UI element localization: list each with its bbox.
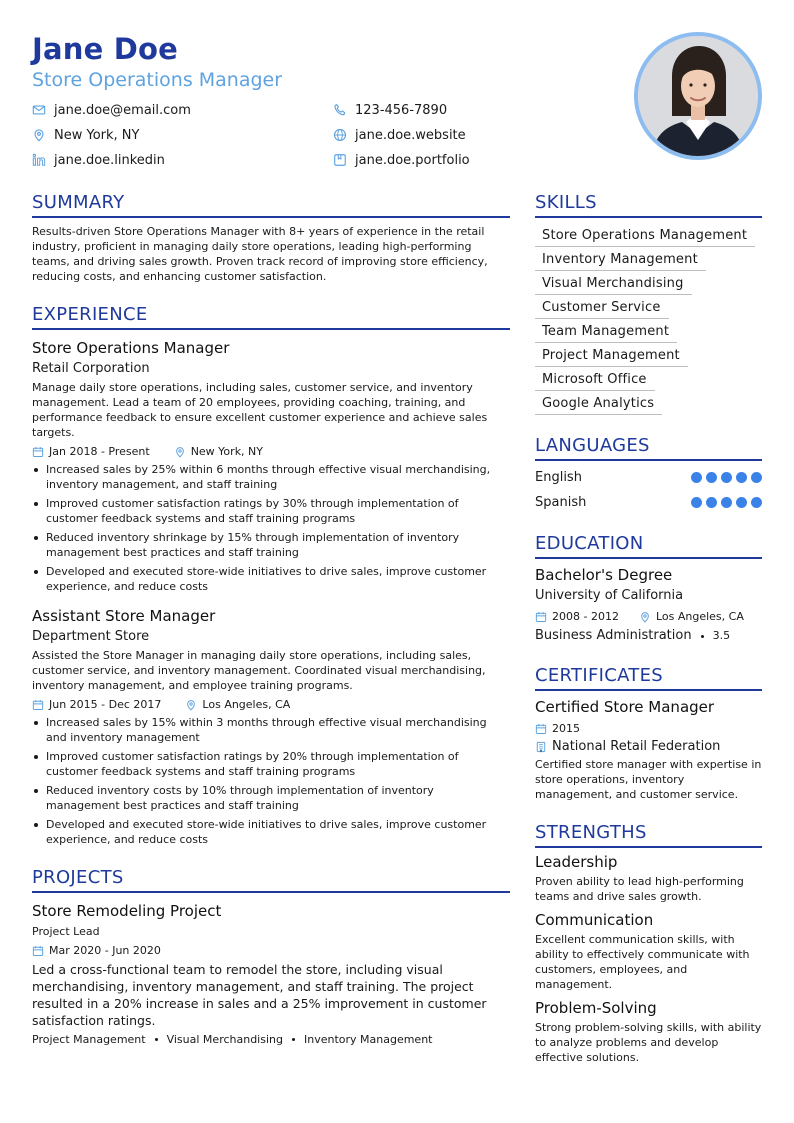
- list-item: Reduced inventory shrinkage by 15% through implementation of inventory management best practices and staff training: [32, 530, 510, 560]
- education-section: [535, 531, 762, 645]
- calendar-icon: [32, 945, 44, 957]
- contact-location: [32, 126, 139, 144]
- education-field-row: [535, 627, 762, 645]
- portfolio-text: jane.doe.portfolio: [355, 152, 470, 168]
- list-item: Developed and executed store-wide initiatives to drive sales, improve customer experience, and reduce costs: [32, 817, 510, 847]
- location-text: New York, NY: [54, 127, 140, 143]
- job-bullets: [32, 462, 510, 594]
- resume-role: Store Operations Manager: [32, 69, 283, 91]
- skill-item: Project Management: [535, 346, 688, 367]
- list-item: Increased sales by 15% within 3 months through effective visual merchandising and inventory management: [32, 715, 510, 745]
- language-level: [691, 497, 762, 508]
- project-tag: Project Management: [32, 1033, 146, 1046]
- list-item: Increased sales by 25% within 6 months through effective visual merchandising, inventory management, and staff training: [32, 462, 510, 492]
- skill-item: Google Analytics: [535, 394, 662, 415]
- building-icon: [535, 741, 547, 753]
- strength-text: Strong problem-solving skills, with ability to analyze problems and develop effective solutions.: [535, 1021, 762, 1064]
- job-company: Department Store: [32, 629, 150, 644]
- skill-item: Visual Merchandising: [535, 274, 692, 295]
- phone-text: 123-456-7890: [355, 102, 448, 118]
- project-tag: Inventory Management: [303, 1033, 433, 1046]
- skills-section: [535, 190, 762, 415]
- project-tags: [32, 1032, 510, 1047]
- education-dates: 2008 - 2012: [552, 610, 619, 623]
- level-dot: [721, 472, 732, 483]
- strength-title: Leadership: [535, 853, 618, 871]
- certificate-year-row: [535, 721, 762, 736]
- level-dot: [736, 497, 747, 508]
- calendar-icon: [535, 611, 547, 623]
- contact-email[interactable]: [32, 101, 191, 119]
- experience-section: [32, 302, 510, 847]
- school-name: University of California: [535, 588, 684, 603]
- level-dot: [751, 472, 762, 483]
- list-item: Developed and executed store-wide initiatives to drive sales, improve customer experience, and reduce costs: [32, 564, 510, 594]
- experience-heading: EXPERIENCE: [32, 302, 510, 330]
- field-of-study: Business Administration: [535, 628, 692, 643]
- list-item: Improved customer satisfaction ratings by 30% through implementation of customer feedback systems and staff training programs: [32, 496, 510, 526]
- job-location: Los Angeles, CA: [202, 698, 291, 711]
- job-bullets: [32, 715, 510, 847]
- website-text: jane.doe.website: [355, 127, 466, 143]
- projects-section: [32, 865, 510, 1047]
- skill-item: Microsoft Office: [535, 370, 655, 391]
- strengths-heading: STRENGTHS: [535, 820, 762, 848]
- project-description: Led a cross-functional team to remodel the store, including visual merchandising, inventory management, and staff training. The project resulted in a 20% increase in sales and a 25% improvement in customer satisfaction ratings.: [32, 962, 487, 1028]
- resume-name: Jane Doe: [32, 32, 179, 66]
- languages-heading: LANGUAGES: [535, 433, 762, 461]
- strength-item: [535, 910, 762, 992]
- strength-text: Proven ability to lead high-performing teams and drive sales growth.: [535, 875, 744, 903]
- strength-title: Communication: [535, 911, 654, 929]
- calendar-icon: [32, 446, 44, 458]
- certificate-year: 2015: [552, 722, 580, 735]
- language-name: Spanish: [535, 495, 587, 510]
- summary-heading: SUMMARY: [32, 190, 510, 218]
- linkedin-icon: [32, 153, 46, 167]
- calendar-icon: [32, 699, 44, 711]
- level-dot: [691, 497, 702, 508]
- strength-title: Problem-Solving: [535, 999, 657, 1017]
- strength-text: Excellent communication skills, with ability to effectively communicate with customers, employees, and management.: [535, 933, 750, 991]
- right-column: [535, 190, 762, 1065]
- language-row: [535, 490, 762, 515]
- level-dot: [736, 472, 747, 483]
- skill-item: Inventory Management: [535, 250, 706, 271]
- certificate-description: Certified store manager with expertise in store operations, inventory management, and customer service.: [535, 758, 762, 801]
- phone-icon: [333, 103, 347, 117]
- job-meta: [32, 444, 510, 459]
- job-dates: Jun 2015 - Dec 2017: [49, 698, 162, 711]
- avatar: [638, 36, 758, 156]
- job-location: New York, NY: [190, 445, 263, 458]
- calendar-icon: [535, 723, 547, 735]
- profile-photo: [634, 32, 762, 160]
- project-tag: Visual Merchandising: [166, 1033, 283, 1046]
- contact-website[interactable]: [333, 126, 466, 144]
- strength-item: [535, 852, 762, 904]
- skill-item: Customer Service: [535, 298, 669, 319]
- languages-section: [535, 433, 762, 515]
- certificate-issuer: National Retail Federation: [552, 739, 721, 754]
- skill-item: Store Operations Management: [535, 226, 755, 247]
- certificate-issuer-row: [535, 739, 762, 754]
- contact-linkedin[interactable]: [32, 151, 165, 169]
- job-company: Retail Corporation: [32, 361, 150, 376]
- certificates-section: [535, 663, 762, 802]
- degree-title: Bachelor's Degree: [535, 566, 673, 584]
- job-title: Assistant Store Manager: [32, 607, 216, 625]
- email-text: jane.doe@email.com: [54, 102, 191, 118]
- strength-item: [535, 998, 762, 1065]
- summary-section: [32, 190, 510, 284]
- education-heading: EDUCATION: [535, 531, 762, 559]
- summary-text: Results-driven Store Operations Manager with 8+ years of experience in the retail industry, proficient in managing daily store operations, leading high-performing teams, and driving sales growth. Proven track record of improving store efficiency, reducing costs, and enhancing customer satisfaction.: [32, 225, 488, 283]
- job-dates: Jan 2018 - Present: [49, 445, 150, 458]
- list-item: Improved customer satisfaction ratings by 20% through implementation of customer feedback systems and staff training programs: [32, 749, 510, 779]
- linkedin-text: jane.doe.linkedin: [54, 152, 165, 168]
- level-dot: [706, 472, 717, 483]
- skills-heading: SKILLS: [535, 190, 762, 218]
- language-row: [535, 465, 762, 490]
- job-description: Manage daily store operations, including sales, customer service, and inventory management. Lead a team of 20 employees, providing coaching, training, and performance feedback to ensure excellent customer experience and achieve sales targets.: [32, 381, 488, 439]
- left-column: [32, 190, 510, 1047]
- education-meta: [535, 609, 762, 624]
- contact-phone[interactable]: [333, 101, 447, 119]
- language-name: English: [535, 470, 582, 485]
- certificate-name: Certified Store Manager: [535, 698, 715, 716]
- contact-portfolio[interactable]: [333, 151, 470, 169]
- projects-heading: PROJECTS: [32, 865, 510, 893]
- job-entry: [32, 606, 510, 847]
- level-dot: [691, 472, 702, 483]
- strengths-section: [535, 820, 762, 1065]
- location-pin-icon: [174, 446, 186, 458]
- project-title: Store Remodeling Project: [32, 902, 222, 920]
- project-role: Project Lead: [32, 925, 100, 938]
- globe-icon: [333, 128, 347, 142]
- certificates-heading: CERTIFICATES: [535, 663, 762, 691]
- level-dot: [706, 497, 717, 508]
- portfolio-icon: [333, 153, 347, 167]
- location-pin-icon: [639, 611, 651, 623]
- job-title: Store Operations Manager: [32, 339, 230, 357]
- job-entry: [32, 338, 510, 594]
- project-dates: Mar 2020 - Jun 2020: [49, 944, 161, 957]
- language-level: [691, 472, 762, 483]
- email-icon: [32, 103, 46, 117]
- education-location: Los Angeles, CA: [655, 610, 744, 623]
- gpa-value: 3.5: [712, 629, 731, 642]
- job-meta: [32, 697, 510, 712]
- location-pin-icon: [185, 699, 197, 711]
- level-dot: [751, 497, 762, 508]
- skill-item: Team Management: [535, 322, 677, 343]
- level-dot: [721, 497, 732, 508]
- project-meta: [32, 943, 510, 958]
- location-pin-icon: [32, 128, 46, 142]
- job-description: Assisted the Store Manager in managing daily store operations, including sales, customer service, and inventory management. Coordinated visual merchandising, inventory management, and employee training programs.: [32, 649, 486, 692]
- list-item: Reduced inventory costs by 10% through implementation of inventory management best practices and staff training: [32, 783, 510, 813]
